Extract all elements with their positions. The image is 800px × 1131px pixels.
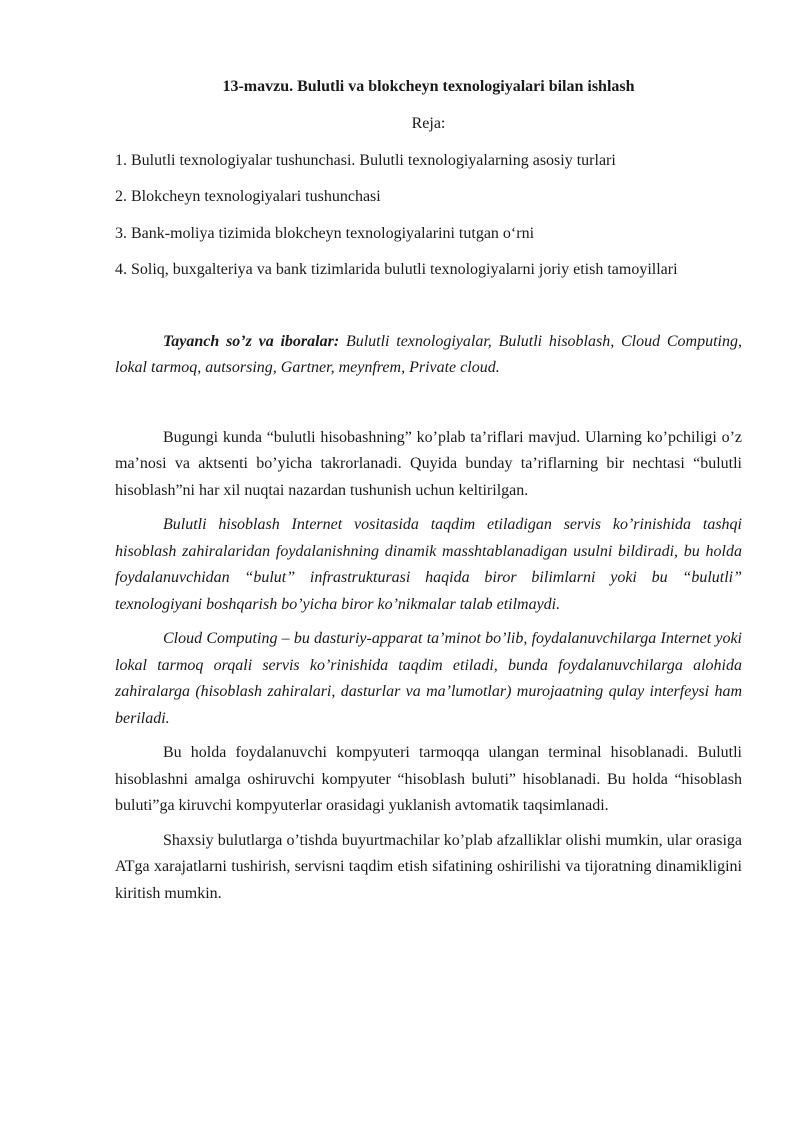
keywords-label: Tayanch so’z va iboralar: [163, 332, 340, 350]
body-paragraph: Bugungi kunda “bulutli hisobashning” ko’plab ta’riflari mavjud. Ularning ko’pchiligi o’z ma’nosi va aktsenti bo’yicha takrorlanadi. Quyida bunday ta’riflarning bir nechtasi “bulutli hisoblash”ni har xil nuqtai nazardan tushunish uchun keltirilgan. [115, 428, 742, 499]
plan-item: 1. Bulutli texnologiyalar tushunchasi. Bulutli texnologiyalarning asosiy turlari [115, 151, 616, 169]
document-page [115, 74, 742, 907]
definition-paragraph: Cloud Computing – bu dasturiy-apparat ta’minot bo’lib, foydalanuvchilarga Internet yoki lokal tarmoq orqali servis ko’rinishida taqdim etiladi, bunda foydalanuvchilarga alohida zahiralarga (hisoblash zahiralari, dasturlar va ma’lumotlar) murojaatning qulay interfeysi ham beriladi. [115, 630, 742, 727]
keywords-paragraph [115, 329, 742, 382]
plan-item: 3. Bank-moliya tizimida blokcheyn texnologiyalarini tutgan o‘rni [115, 224, 535, 242]
plan-heading: Reja: [411, 115, 446, 132]
plan-item: 2. Blokcheyn texnologiyalari tushunchasi [115, 188, 381, 205]
plan-list [115, 148, 742, 284]
keywords-text: Bulutli texnologiyalar, Bulutli hisoblash, Cloud Computing, lokal tarmoq, autsorsing, Gartner, meynfrem, Private cloud. [115, 332, 743, 376]
body-paragraph: Shaxsiy bulutlarga o’tishda buyurtmachilar ko’plab afzalliklar olishi mumkin, ular orasiga ATga xarajatlarni tushirish, servisni taqdim etish sifatining oshirilishi va tijoratning dinamikligini kiritish mumkin. [115, 831, 742, 902]
document-title: 13-mavzu. Bulutli va blokcheyn texnologiyalari bilan ishlash [222, 78, 635, 95]
plan-item: 4. Soliq, buxgalteriya va bank tizimlarida bulutli texnologiyalarni joriy etish tamoyillari [115, 261, 678, 278]
body-paragraph: Bu holda foydalanuvchi kompyuteri tarmoqqa ulangan terminal hisoblanadi. Bulutli hisoblashni amalga oshiruvchi kompyuter “hisoblash buluti” hisoblanadi. Bu holda “hisoblash buluti”ga kiruvchi kompyuterlar orasidagi yuklanish avtomatik taqsimlanadi. [115, 744, 742, 814]
definition-paragraph: Bulutli hisoblash Internet vositasida taqdim etiladigan servis ko’rinishida tashqi hisoblash zahiralaridan foydalanishning dinamik masshtablanadigan usulni bildiradi, bu holda foydalanuvchidan “bulut” infrastrukturasi haqida biror bilimlarni yoki bu “bulutli” texnologiyani boshqarish bo’yicha biror ko’nikmalar talab etilmaydi. [115, 516, 742, 613]
